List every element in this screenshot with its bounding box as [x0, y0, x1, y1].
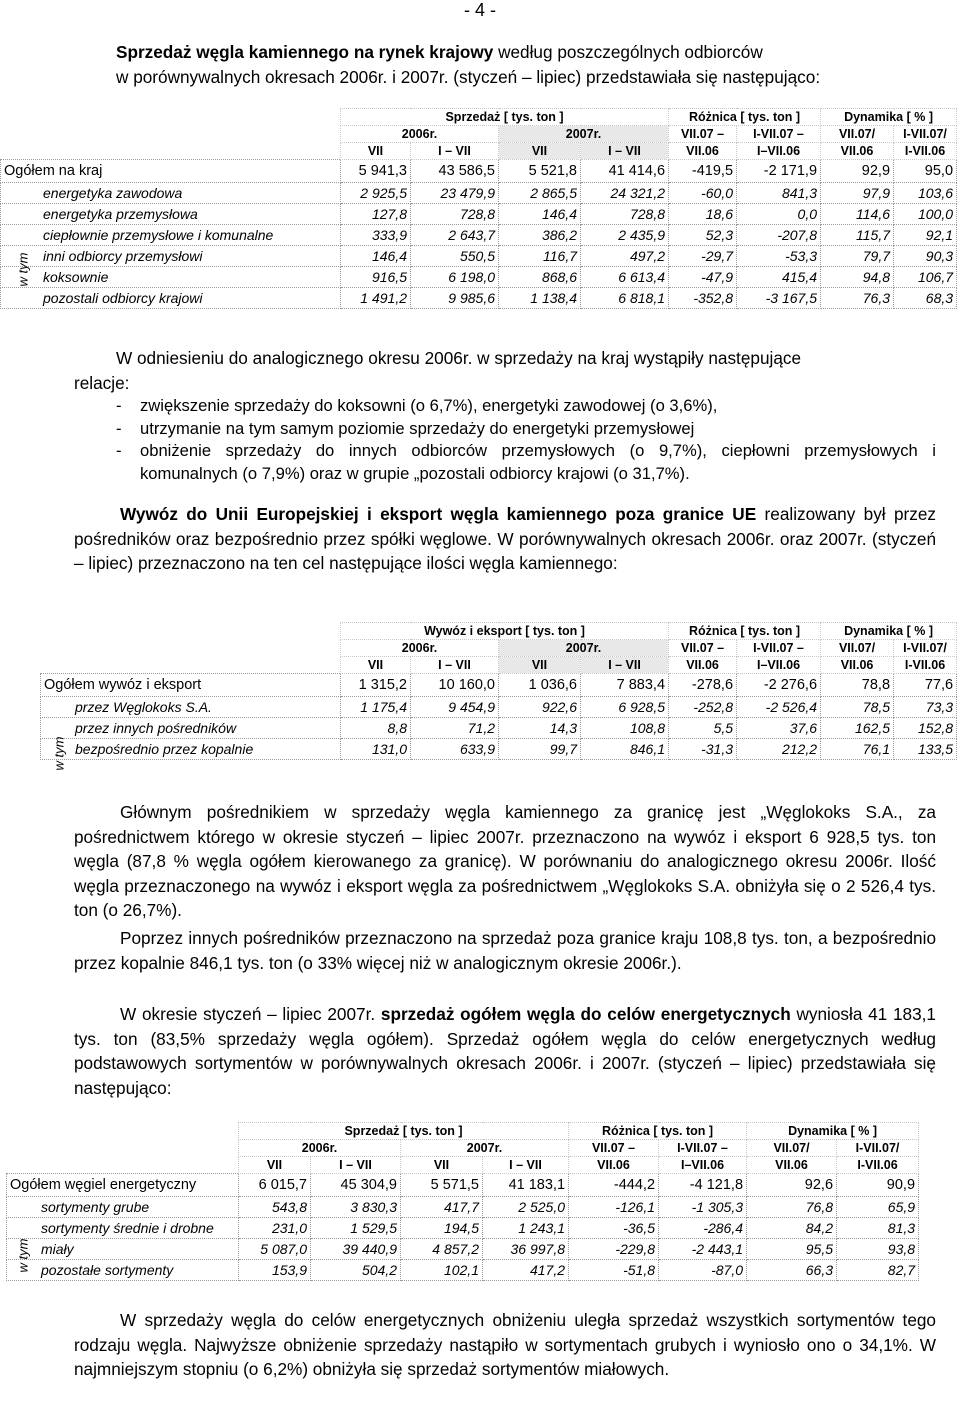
cell: 77,6	[894, 674, 957, 697]
table-row	[1, 288, 957, 309]
t1-total-row	[1, 160, 957, 183]
t3-group-sales: Sprzedaż [ tys. ton ]	[239, 1123, 569, 1140]
cell: 1 138,4	[499, 288, 581, 309]
cell: -53,3	[737, 246, 821, 267]
dash: -	[116, 418, 122, 438]
cell: -2 171,9	[737, 160, 821, 183]
table-domestic-sales	[0, 108, 957, 309]
table-row	[1, 267, 957, 288]
row-label: inni odbiorcy przemysłowi	[1, 246, 341, 267]
t3-d1b: VII.06	[569, 1157, 659, 1174]
cell: 93,8	[837, 1239, 919, 1260]
cell: 92,1	[894, 225, 957, 246]
t3-d4a: I-VII.07/	[837, 1140, 919, 1157]
cell: 78,5	[821, 697, 894, 718]
t2-group-export: Wywóz i eksport [ tys. ton ]	[341, 623, 669, 640]
table-export	[40, 622, 957, 760]
cell: 3 830,3	[311, 1197, 401, 1218]
bullet-3	[116, 440, 936, 485]
dash: -	[116, 396, 122, 415]
cell: 116,7	[499, 246, 581, 267]
cell: 2 525,0	[483, 1197, 569, 1218]
table-row	[7, 1239, 919, 1260]
cell: -87,0	[659, 1260, 747, 1281]
row-label: przez innych pośredników	[41, 718, 341, 739]
t2-d1b: VII.06	[669, 657, 737, 674]
cell: 37,6	[737, 718, 821, 739]
cell: 5 521,8	[499, 160, 581, 183]
other-intermediaries-paragraph: Poprzez innych pośredników przeznaczono na sprzedaż poza granice kraju 108,8 tys. ton, a bezpośrednio przez kopalnie 846,1 tys. ton (o 33% więcej niż w analogicznym okresie 2006r.).	[74, 928, 936, 973]
cell: 65,9	[837, 1197, 919, 1218]
page-number: - 4 -	[463, 0, 496, 20]
cell: 24 321,2	[581, 183, 669, 204]
cell: 550,5	[411, 246, 499, 267]
cell: 1 491,2	[341, 288, 411, 309]
t2-col-vii-2007: VII	[499, 657, 581, 674]
t2-group-diff: Różnica [ tys. ton ]	[669, 623, 821, 640]
cell: 2 925,5	[341, 183, 411, 204]
cell: 114,6	[821, 204, 894, 225]
t2-d2: I-VII.07 –	[737, 640, 821, 657]
cell: 1 036,6	[499, 674, 581, 697]
cell: 66,3	[747, 1260, 837, 1281]
cell: 133,5	[894, 739, 957, 760]
cell: 90,3	[894, 246, 957, 267]
t1-d4b: I-VII.06	[894, 143, 957, 160]
cell: 504,2	[311, 1260, 401, 1281]
row-label: bezpośrednio przez kopalnie	[41, 739, 341, 760]
t3-d2b: I–VII.06	[659, 1157, 747, 1174]
t3-d2a: I-VII.07 –	[659, 1140, 747, 1157]
energy-paragraph	[74, 1002, 936, 1100]
energy-rest: wyniosła 41 183,1 tys. ton (83,5% sprzedaży węgla ogółem). Sprzedaż ogółem węgla do celów energetycznych według podstawowych sortymentów w porównywalnych okresach 2006r. i 2007r. (styczeń – lipiec) przedstawiała się następująco:	[74, 1004, 936, 1098]
cell: 45 304,9	[311, 1174, 401, 1197]
t3-d1a: VII.07 –	[569, 1140, 659, 1157]
intro-line2: w porównywalnych okresach 2006r. i 2007r. (styczeń – lipiec) przedstawiała się następująco:	[116, 66, 821, 87]
cell: 14,3	[499, 718, 581, 739]
cell: 131,0	[341, 739, 411, 760]
t2-col-ivii-2007: I – VII	[581, 657, 669, 674]
t1-side-label: w tym	[15, 252, 31, 287]
cell: 497,2	[581, 246, 669, 267]
cell: 4 857,2	[401, 1239, 483, 1260]
cell: 39 440,9	[311, 1239, 401, 1260]
cell: 73,3	[894, 697, 957, 718]
cell: 76,8	[747, 1197, 837, 1218]
t2-d3: VII.07/	[821, 640, 894, 657]
cell: 6 928,5	[581, 697, 669, 718]
cell: 9 985,6	[411, 288, 499, 309]
cell: -229,8	[569, 1239, 659, 1260]
cell: 92,9	[821, 160, 894, 183]
cell: -2 526,4	[737, 697, 821, 718]
intro-paragraph	[116, 40, 946, 89]
table-row	[1, 225, 957, 246]
t3-col-ivii-2007: I – VII	[483, 1157, 569, 1174]
cell: 99,7	[499, 739, 581, 760]
cell: 102,1	[401, 1260, 483, 1281]
cell: 95,0	[894, 160, 957, 183]
weglokoks-paragraph: Głównym pośrednikiem w sprzedaży węgla kamiennego za granicę jest „Węglokoks S.A., za pośrednictwem którego w okresie styczeń – lipiec 2007r. przeznaczono na wywóz i eksport 6 928,5 tys. ton węgla (87,8 % węgla ogółem kierowanego za granicę). W porównaniu do analogicznego okresu 2006r. Ilość węgla przeznaczonego na wywóz i eksport węgla za pośrednictwem „Węglokoks S.A. obniżyła się o 2 526,4 tys. ton (o 26,7%).	[74, 802, 936, 920]
cell: 5 571,5	[401, 1174, 483, 1197]
cell: 95,5	[747, 1239, 837, 1260]
cell: 10 160,0	[411, 674, 499, 697]
row-label: pozostali odbiorcy krajowi	[1, 288, 341, 309]
cell: 41 183,1	[483, 1174, 569, 1197]
t1-year-2006: 2006r.	[341, 126, 499, 143]
cell: 841,3	[737, 183, 821, 204]
cell: -47,9	[669, 267, 737, 288]
row-label: przez Węglokoks S.A.	[41, 697, 341, 718]
t1-col-vii-2007: VII	[499, 143, 581, 160]
energy-bold: sprzedaż ogółem węgla do celów energetycznych	[380, 1004, 791, 1024]
cell: -352,8	[669, 288, 737, 309]
t3-d3a: VII.07/	[747, 1140, 837, 1157]
cell: 922,6	[499, 697, 581, 718]
dash: -	[116, 441, 122, 460]
cell: 52,3	[669, 225, 737, 246]
t1-d3a: VII.07/	[821, 126, 894, 143]
cell: 81,3	[837, 1218, 919, 1239]
cell: 79,7	[821, 246, 894, 267]
t1-d1b: VII.06	[669, 143, 737, 160]
t3-col-vii-2006: VII	[239, 1157, 311, 1174]
t3-total-row	[7, 1174, 919, 1197]
cell: 194,5	[401, 1218, 483, 1239]
export-paragraph	[74, 502, 936, 576]
cell: 417,2	[483, 1260, 569, 1281]
cell: 82,7	[837, 1260, 919, 1281]
cell: 43 586,5	[411, 160, 499, 183]
t2-group-dyn: Dynamika [ % ]	[821, 623, 957, 640]
cell: 417,7	[401, 1197, 483, 1218]
cell: 71,2	[411, 718, 499, 739]
intro-bold: Sprzedaż węgla kamiennego na rynek krajowy	[116, 42, 494, 62]
bullet-2	[116, 418, 936, 441]
cell: 6 818,1	[581, 288, 669, 309]
cell: 97,9	[821, 183, 894, 204]
cell: 7 883,4	[581, 674, 669, 697]
cell: 8,8	[341, 718, 411, 739]
t1-col-ivii-2007: I – VII	[581, 143, 669, 160]
cell: 9 454,9	[411, 697, 499, 718]
bullet-text: utrzymanie na tym samym poziomie sprzedaży do energetyki przemysłowej	[140, 418, 695, 438]
cell: 18,6	[669, 204, 737, 225]
t3-d4b: I-VII.06	[837, 1157, 919, 1174]
cell: 127,8	[341, 204, 411, 225]
cell: 5,5	[669, 718, 737, 739]
cell: 728,8	[581, 204, 669, 225]
cell: 0,0	[737, 204, 821, 225]
cell: 146,4	[341, 246, 411, 267]
cell: 68,3	[894, 288, 957, 309]
cell: 84,2	[747, 1218, 837, 1239]
cell: 78,8	[821, 674, 894, 697]
export-bold: Wywóz do Unii Europejskiej i eksport węgla kamiennego poza granice UE	[120, 504, 757, 524]
row-label: Ogółem na kraj	[1, 160, 341, 183]
t2-year-2007: 2007r.	[499, 640, 669, 657]
cell: -278,6	[669, 674, 737, 697]
t1-d3b: VII.06	[821, 143, 894, 160]
cell: 386,2	[499, 225, 581, 246]
cell: 1 315,2	[341, 674, 411, 697]
t1-d2b: I–VII.06	[737, 143, 821, 160]
t1-group-sales: Sprzedaż [ tys. ton ]	[341, 109, 669, 126]
t1-d2a: I-VII.07 –	[737, 126, 821, 143]
cell: 106,7	[894, 267, 957, 288]
cell: 162,5	[821, 718, 894, 739]
cell: 23 479,9	[411, 183, 499, 204]
cell: 2 435,9	[581, 225, 669, 246]
t3-d3b: VII.06	[747, 1157, 837, 1174]
row-label: energetyka przemysłowa	[1, 204, 341, 225]
cell: -252,8	[669, 697, 737, 718]
cell: -60,0	[669, 183, 737, 204]
row-label: Ogółem węgiel energetyczny	[7, 1174, 239, 1197]
cell: 1 175,4	[341, 697, 411, 718]
cell: -126,1	[569, 1197, 659, 1218]
cell: 100,0	[894, 204, 957, 225]
cell: -444,2	[569, 1174, 659, 1197]
bullet-1	[116, 395, 936, 418]
table-energy-coal	[6, 1122, 919, 1281]
cell: -31,3	[669, 739, 737, 760]
row-label: ciepłownie przemysłowe i komunalne	[1, 225, 341, 246]
relations-paragraph	[74, 346, 936, 485]
t2-d1: VII.07 –	[669, 640, 737, 657]
cell: 846,1	[581, 739, 669, 760]
cell: -29,7	[669, 246, 737, 267]
cell: 868,6	[499, 267, 581, 288]
cell: 76,3	[821, 288, 894, 309]
cell: -2 276,6	[737, 674, 821, 697]
cell: 2 865,5	[499, 183, 581, 204]
cell: 231,0	[239, 1218, 311, 1239]
cell: 1 529,5	[311, 1218, 401, 1239]
cell: 41 414,6	[581, 160, 669, 183]
final-paragraph: W sprzedaży węgla do celów energetycznych obniżeniu uległa sprzedaż wszystkich sortymentów tego rodzaju węgla. Najwyższe obniżenie sprzedaży nastąpiło w sortymentach grubych i wyniosło ono o 34,1%. W najmniejszym stopniu (o 6,2%) obniżyła się sprzedaż sortymentów miałowych.	[74, 1310, 936, 1379]
cell: 92,6	[747, 1174, 837, 1197]
cell: 103,6	[894, 183, 957, 204]
relations-line1: W odniesieniu do analogicznego okresu 2006r. w sprzedaży na kraj wystąpiły następujące	[116, 348, 802, 368]
cell: -3 167,5	[737, 288, 821, 309]
t2-d4b: I-VII.06	[894, 657, 957, 674]
t3-year-2006: 2006r.	[239, 1140, 401, 1157]
cell: 333,9	[341, 225, 411, 246]
row-label: koksownie	[1, 267, 341, 288]
cell: 94,8	[821, 267, 894, 288]
intro-rest: według poszczególnych odbiorców	[493, 42, 763, 62]
cell: -286,4	[659, 1218, 747, 1239]
cell: 543,8	[239, 1197, 311, 1218]
bullet-text: obniżenie sprzedaży do innych odbiorców przemysłowych (o 9,7%), ciepłowni przemysłowych i komunalnych (o 7,9%) oraz w grupie „pozostali odbiorcy krajowi (o 31,7%).	[140, 441, 936, 483]
t1-d1a: VII.07 –	[669, 126, 737, 143]
row-label: Ogółem wywóz i eksport	[41, 674, 341, 697]
table-row	[1, 246, 957, 267]
cell: 6 198,0	[411, 267, 499, 288]
row-label: energetyka zawodowa	[1, 183, 341, 204]
t3-side-label: w tym	[15, 1238, 31, 1273]
t2-col-vii-2006: VII	[341, 657, 411, 674]
cell: 6 015,7	[239, 1174, 311, 1197]
table-row	[1, 204, 957, 225]
t2-d4: I-VII.07/	[894, 640, 957, 657]
t2-col-ivii-2006: I – VII	[411, 657, 499, 674]
table-row	[41, 739, 957, 760]
t1-year-2007: 2007r.	[499, 126, 669, 143]
cell: -207,8	[737, 225, 821, 246]
row-label: miały	[7, 1239, 239, 1260]
t3-group-diff: Różnica [ tys. ton ]	[569, 1123, 747, 1140]
t2-total-row	[41, 674, 957, 697]
cell: -419,5	[669, 160, 737, 183]
t1-col-vii-2006: VII	[341, 143, 411, 160]
cell: -4 121,8	[659, 1174, 747, 1197]
t1-group-dyn: Dynamika [ % ]	[821, 109, 957, 126]
cell: 916,5	[341, 267, 411, 288]
cell: -36,5	[569, 1218, 659, 1239]
t2-side-label: w tym	[51, 736, 67, 771]
cell: 76,1	[821, 739, 894, 760]
export-rest: realizowany był przez pośredników oraz bezpośrednio przez spółki węglowe. W porównywalnych okresach 2006r. oraz 2007r. (styczeń – lipiec) przeznaczono na ten cel następujące ilości węgla kamiennego:	[74, 504, 936, 573]
row-label: sortymenty średnie i drobne	[7, 1218, 239, 1239]
cell: 2 643,7	[411, 225, 499, 246]
t1-d4a: I-VII.07/	[894, 126, 957, 143]
cell: 728,8	[411, 204, 499, 225]
t3-col-vii-2007: VII	[401, 1157, 483, 1174]
row-label: sortymenty grube	[7, 1197, 239, 1218]
relations-line2: relacje:	[74, 372, 130, 393]
cell: 152,8	[894, 718, 957, 739]
t3-group-dyn: Dynamika [ % ]	[747, 1123, 919, 1140]
t1-group-diff: Różnica [ tys. ton ]	[669, 109, 821, 126]
cell: 633,9	[411, 739, 499, 760]
t3-year-2007: 2007r.	[401, 1140, 569, 1157]
t3-col-ivii-2006: I – VII	[311, 1157, 401, 1174]
t2-year-2006: 2006r.	[341, 640, 499, 657]
cell: 212,2	[737, 739, 821, 760]
cell: 108,8	[581, 718, 669, 739]
cell: -1 305,3	[659, 1197, 747, 1218]
cell: -51,8	[569, 1260, 659, 1281]
energy-pre: W okresie styczeń – lipiec 2007r.	[120, 1004, 381, 1024]
cell: 5 941,3	[341, 160, 411, 183]
table-row	[7, 1197, 919, 1218]
cell: 36 997,8	[483, 1239, 569, 1260]
table-row	[7, 1260, 919, 1281]
cell: 6 613,4	[581, 267, 669, 288]
cell: 90,9	[837, 1174, 919, 1197]
cell: 5 087,0	[239, 1239, 311, 1260]
bullet-text: zwiększenie sprzedaży do koksowni (o 6,7%), energetyki zawodowej (o 3,6%),	[140, 396, 718, 415]
t2-d2b: I–VII.06	[737, 657, 821, 674]
table-row	[7, 1218, 919, 1239]
cell: 115,7	[821, 225, 894, 246]
table-row	[41, 718, 957, 739]
cell: 153,9	[239, 1260, 311, 1281]
row-label: pozostałe sortymenty	[7, 1260, 239, 1281]
table-row	[1, 183, 957, 204]
cell: -2 443,1	[659, 1239, 747, 1260]
t2-d3b: VII.06	[821, 657, 894, 674]
t1-col-ivii-2006: I – VII	[411, 143, 499, 160]
cell: 1 243,1	[483, 1218, 569, 1239]
cell: 415,4	[737, 267, 821, 288]
table-row	[41, 697, 957, 718]
cell: 146,4	[499, 204, 581, 225]
